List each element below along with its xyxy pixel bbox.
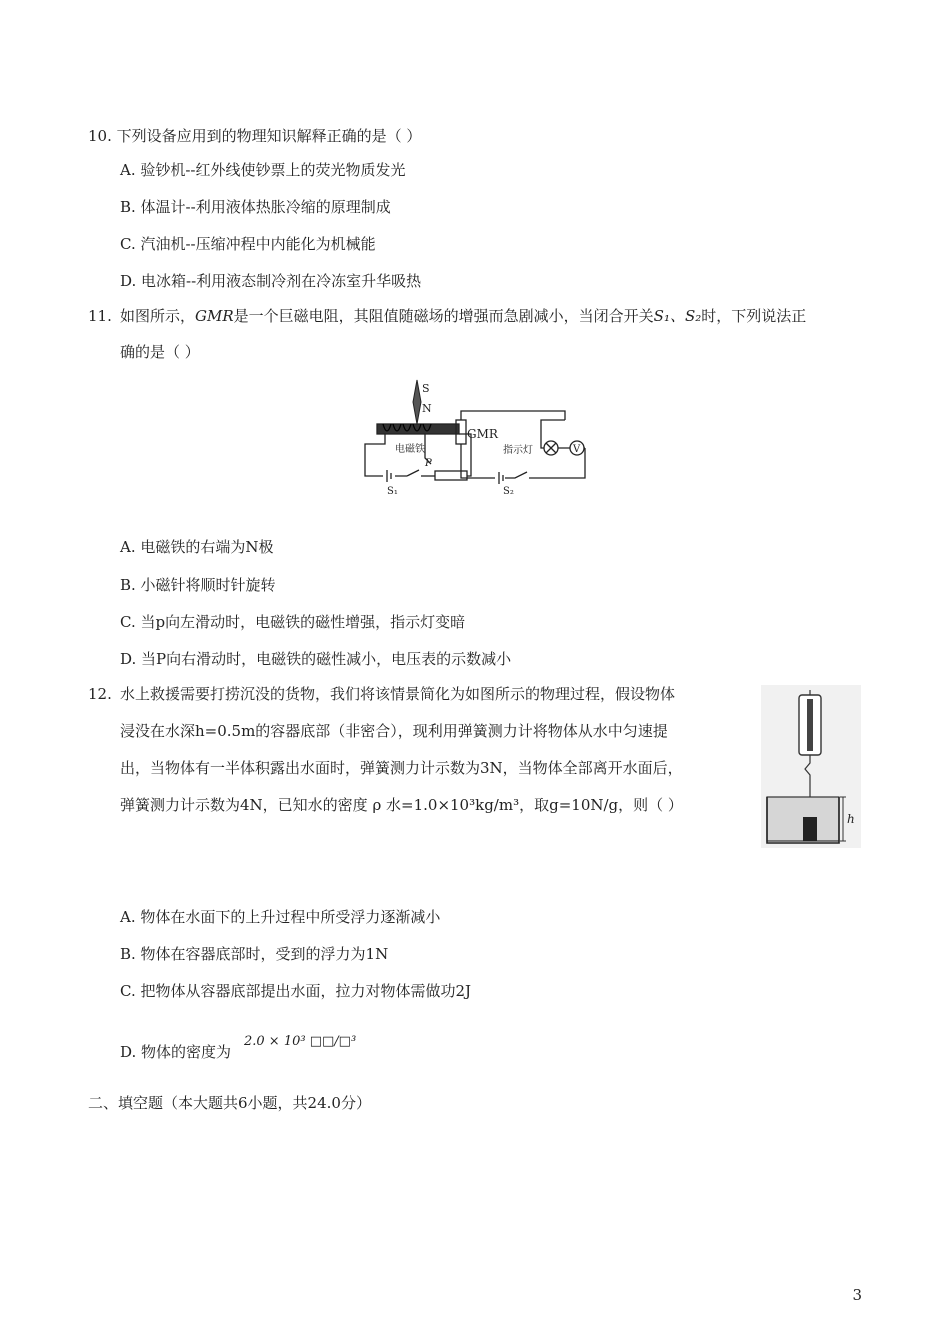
q10-option-d: D. 电冰箱--利用液态制冷剂在冷冻室升华吸热 [120, 272, 422, 290]
page-number: 3 [852, 1286, 862, 1304]
s1-label: S₁ [387, 486, 398, 496]
circuit-diagram [355, 378, 595, 496]
q12-stem-line3: 出，当物体有一半体积露出水面时，弹簧测力计示数为3N，当物体全部离开水面后， [120, 759, 683, 777]
electromagnet-label: 电磁铁 [395, 444, 425, 455]
indicator-label: 指示灯 [503, 445, 533, 456]
q12-option-c: C. 把物体从容器底部提出水面，拉力对物体需做功2J [120, 982, 472, 1000]
gmr-label: GMR [467, 427, 498, 441]
depth-h-label: h [847, 812, 855, 826]
q11-option-d: D. 当P向右滑动时，电磁铁的磁性减小，电压表的示数减小 [120, 650, 512, 668]
density-formula: 2.0 × 10³ □□/□³ [244, 1034, 357, 1049]
s2-label: S₂ [503, 486, 514, 496]
section-two-heading: 二、填空题（本大题共6小题，共24.0分） [88, 1094, 371, 1112]
q11-option-b: B. 小磁针将顺时针旋转 [120, 576, 276, 594]
q11-number: 11. [88, 307, 112, 325]
q12-stem-line2: 浸没在水深h=0.5m的容器底部（非密合），现利用弹簧测力计将物体从水中匀速提 [120, 722, 668, 740]
q11-option-a: A. 电磁铁的右端为N极 [120, 538, 274, 556]
q11-stem-line2: 确的是（ ） [120, 343, 200, 361]
needle-s-label: S [422, 382, 430, 395]
q10-option-a: A. 验钞机--红外线使钞票上的荧光物质发光 [120, 161, 406, 179]
q10-option-c: C. 汽油机--压缩冲程中内能化为机械能 [120, 235, 376, 253]
voltmeter-label: V [573, 444, 581, 455]
spring-scale-figure [761, 685, 861, 848]
q12-number: 12. [88, 685, 112, 703]
q11-stem-line1: 如图所示，GMR是一个巨磁电阻，其阻值随磁场的增强而急剧减小，当闭合开关S₁、S₂时，下列说法正 [120, 307, 807, 325]
needle-n-label: N [422, 402, 432, 415]
q12-option-a: A. 物体在水面下的上升过程中所受浮力逐渐减小 [120, 908, 441, 926]
q10-stem: 10. 下列设备应用到的物理知识解释正确的是（ ） [88, 127, 422, 145]
q12-stem-line1: 水上救援需要打捞沉没的货物，我们将该情景简化为如图所示的物理过程，假设物体 [120, 685, 676, 703]
q12-option-b: B. 物体在容器底部时，受到的浮力为1N [120, 945, 389, 963]
q12-option-d: D. 物体的密度为 [120, 1043, 232, 1061]
slider-p-label: P [425, 458, 432, 469]
q12-stem-line4: 弹簧测力计示数为4N，已知水的密度 ρ 水=1.0×10³kg/m³，取g=10N/g，则（ ） [120, 796, 683, 814]
q11-option-c: C. 当p向左滑动时，电磁铁的磁性增强，指示灯变暗 [120, 613, 466, 631]
q10-option-b: B. 体温计--利用液体热胀冷缩的原理制成 [120, 198, 391, 216]
